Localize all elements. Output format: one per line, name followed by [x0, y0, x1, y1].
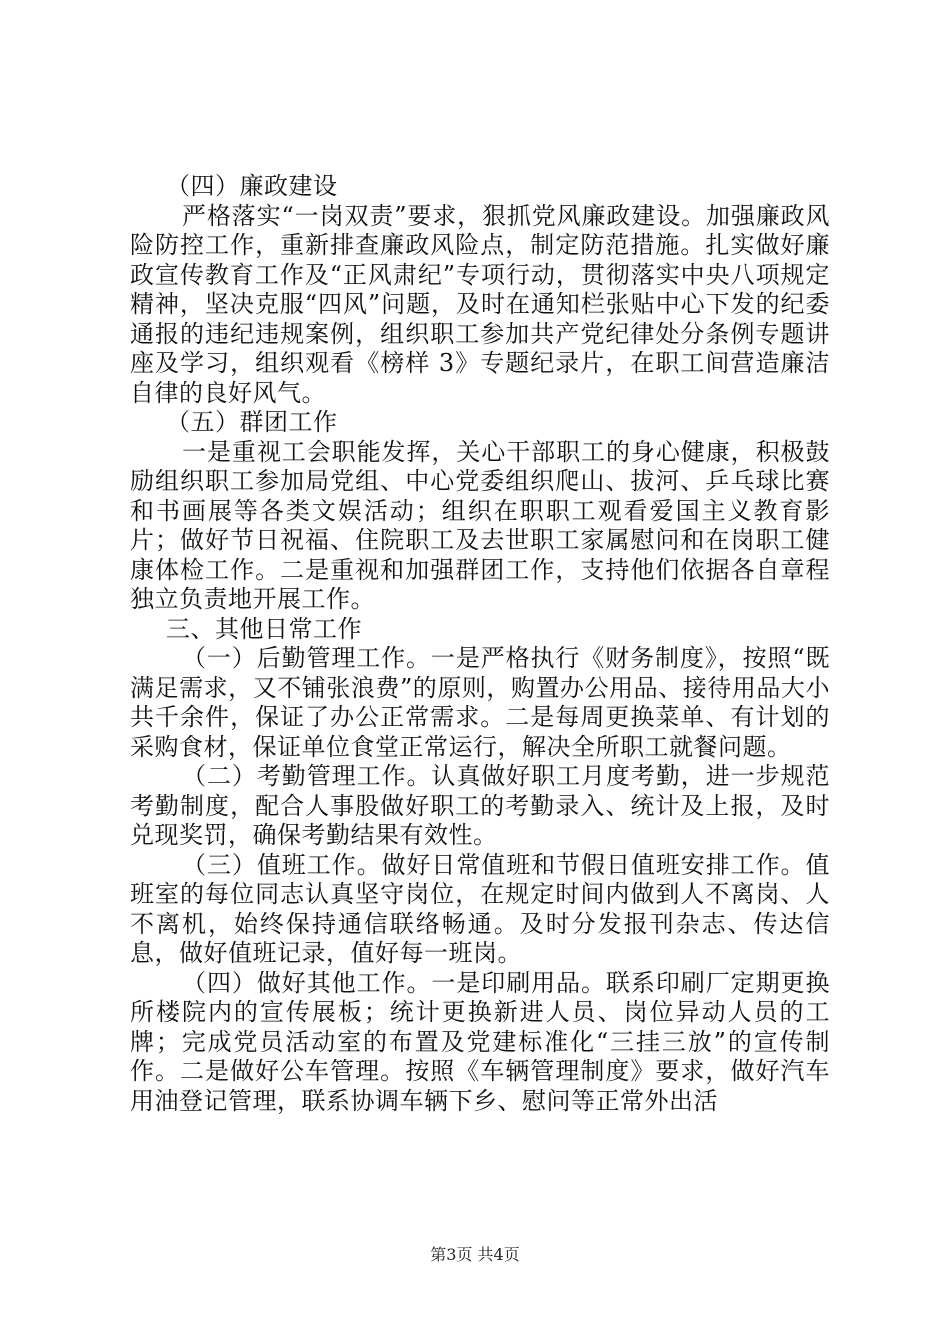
- section-heading-quntuan: （五）群团工作: [166, 408, 338, 436]
- paragraph-attendance: （二）考勤管理工作。认真做好职工月度考勤，进一步规范考勤制度，配合人事股做好职工的考勤录入、统计及上报，及时兑现奖罚，确保考勤结果有效性。: [130, 762, 830, 849]
- paragraph-other-tasks: （四）做好其他工作。一是印刷用品。联系印刷厂定期更换所楼院内的宣传展板；统计更换新进人员、岗位异动人员的工牌；完成党员活动室的布置及党建标准化“三挂三放”的宣传制作。二是做好公车管理。按照《车辆管理制度》要求，做好汽车用油登记管理，联系协调车辆下乡、慰问等正常外出活: [130, 968, 830, 1115]
- paragraph-duty: （三）值班工作。做好日常值班和节假日值班安排工作。值班室的每位同志认真坚守岗位，在规定时间内做到人不离岗、人不离机，始终保持通信联络畅通。及时分发报刊杂志、传达信息，做好值班记录，值好每一班岗。: [130, 850, 830, 967]
- paragraph-lianzheng: 严格落实“一岗双责”要求，狠抓党风廉政建设。加强廉政风险防控工作，重新排查廉政风险点，制定防范措施。扎实做好廉政宣传教育工作及“正风肃纪”专项行动，贯彻落实中央八项规定精神，坚决克服“四风”问题，及时在通知栏张贴中心下发的纪委通报的违纪违规案例，组织职工参加共产党纪律处分条例专题讲座及学习，组织观看《榜样 3》专题纪录片，在职工间营造廉洁自律的良好风气。: [130, 201, 830, 407]
- section-heading-lianzheng: （四）廉政建设: [166, 172, 338, 200]
- paragraph-quntuan: 一是重视工会职能发挥，关心干部职工的身心健康，积极鼓励组织职工参加局党组、中心党委组织爬山、拔河、乒乓球比赛和书画展等各类文娱活动；组织在职职工观看爱国主义教育影片；做好节日祝福、住院职工及去世职工家属慰问和在岗职工健康体检工作。二是重视和加强群团工作，支持他们依据各自章程独立负责地开展工作。: [130, 437, 830, 613]
- document-body: [130, 172, 830, 1116]
- paragraph-logistics: （一）后勤管理工作。一是严格执行《财务制度》，按照“既满足需求，又不铺张浪费”的原则，购置办公用品、接待用品大小共千余件，保证了办公正常需求。二是每周更换菜单、有计划的采购食材，保证单位食堂正常运行，解决全所职工就餐问题。: [130, 644, 830, 761]
- page-number-footer: 第3页 共4页: [430, 1245, 520, 1264]
- section-heading-other-work: 三、其他日常工作: [166, 614, 362, 643]
